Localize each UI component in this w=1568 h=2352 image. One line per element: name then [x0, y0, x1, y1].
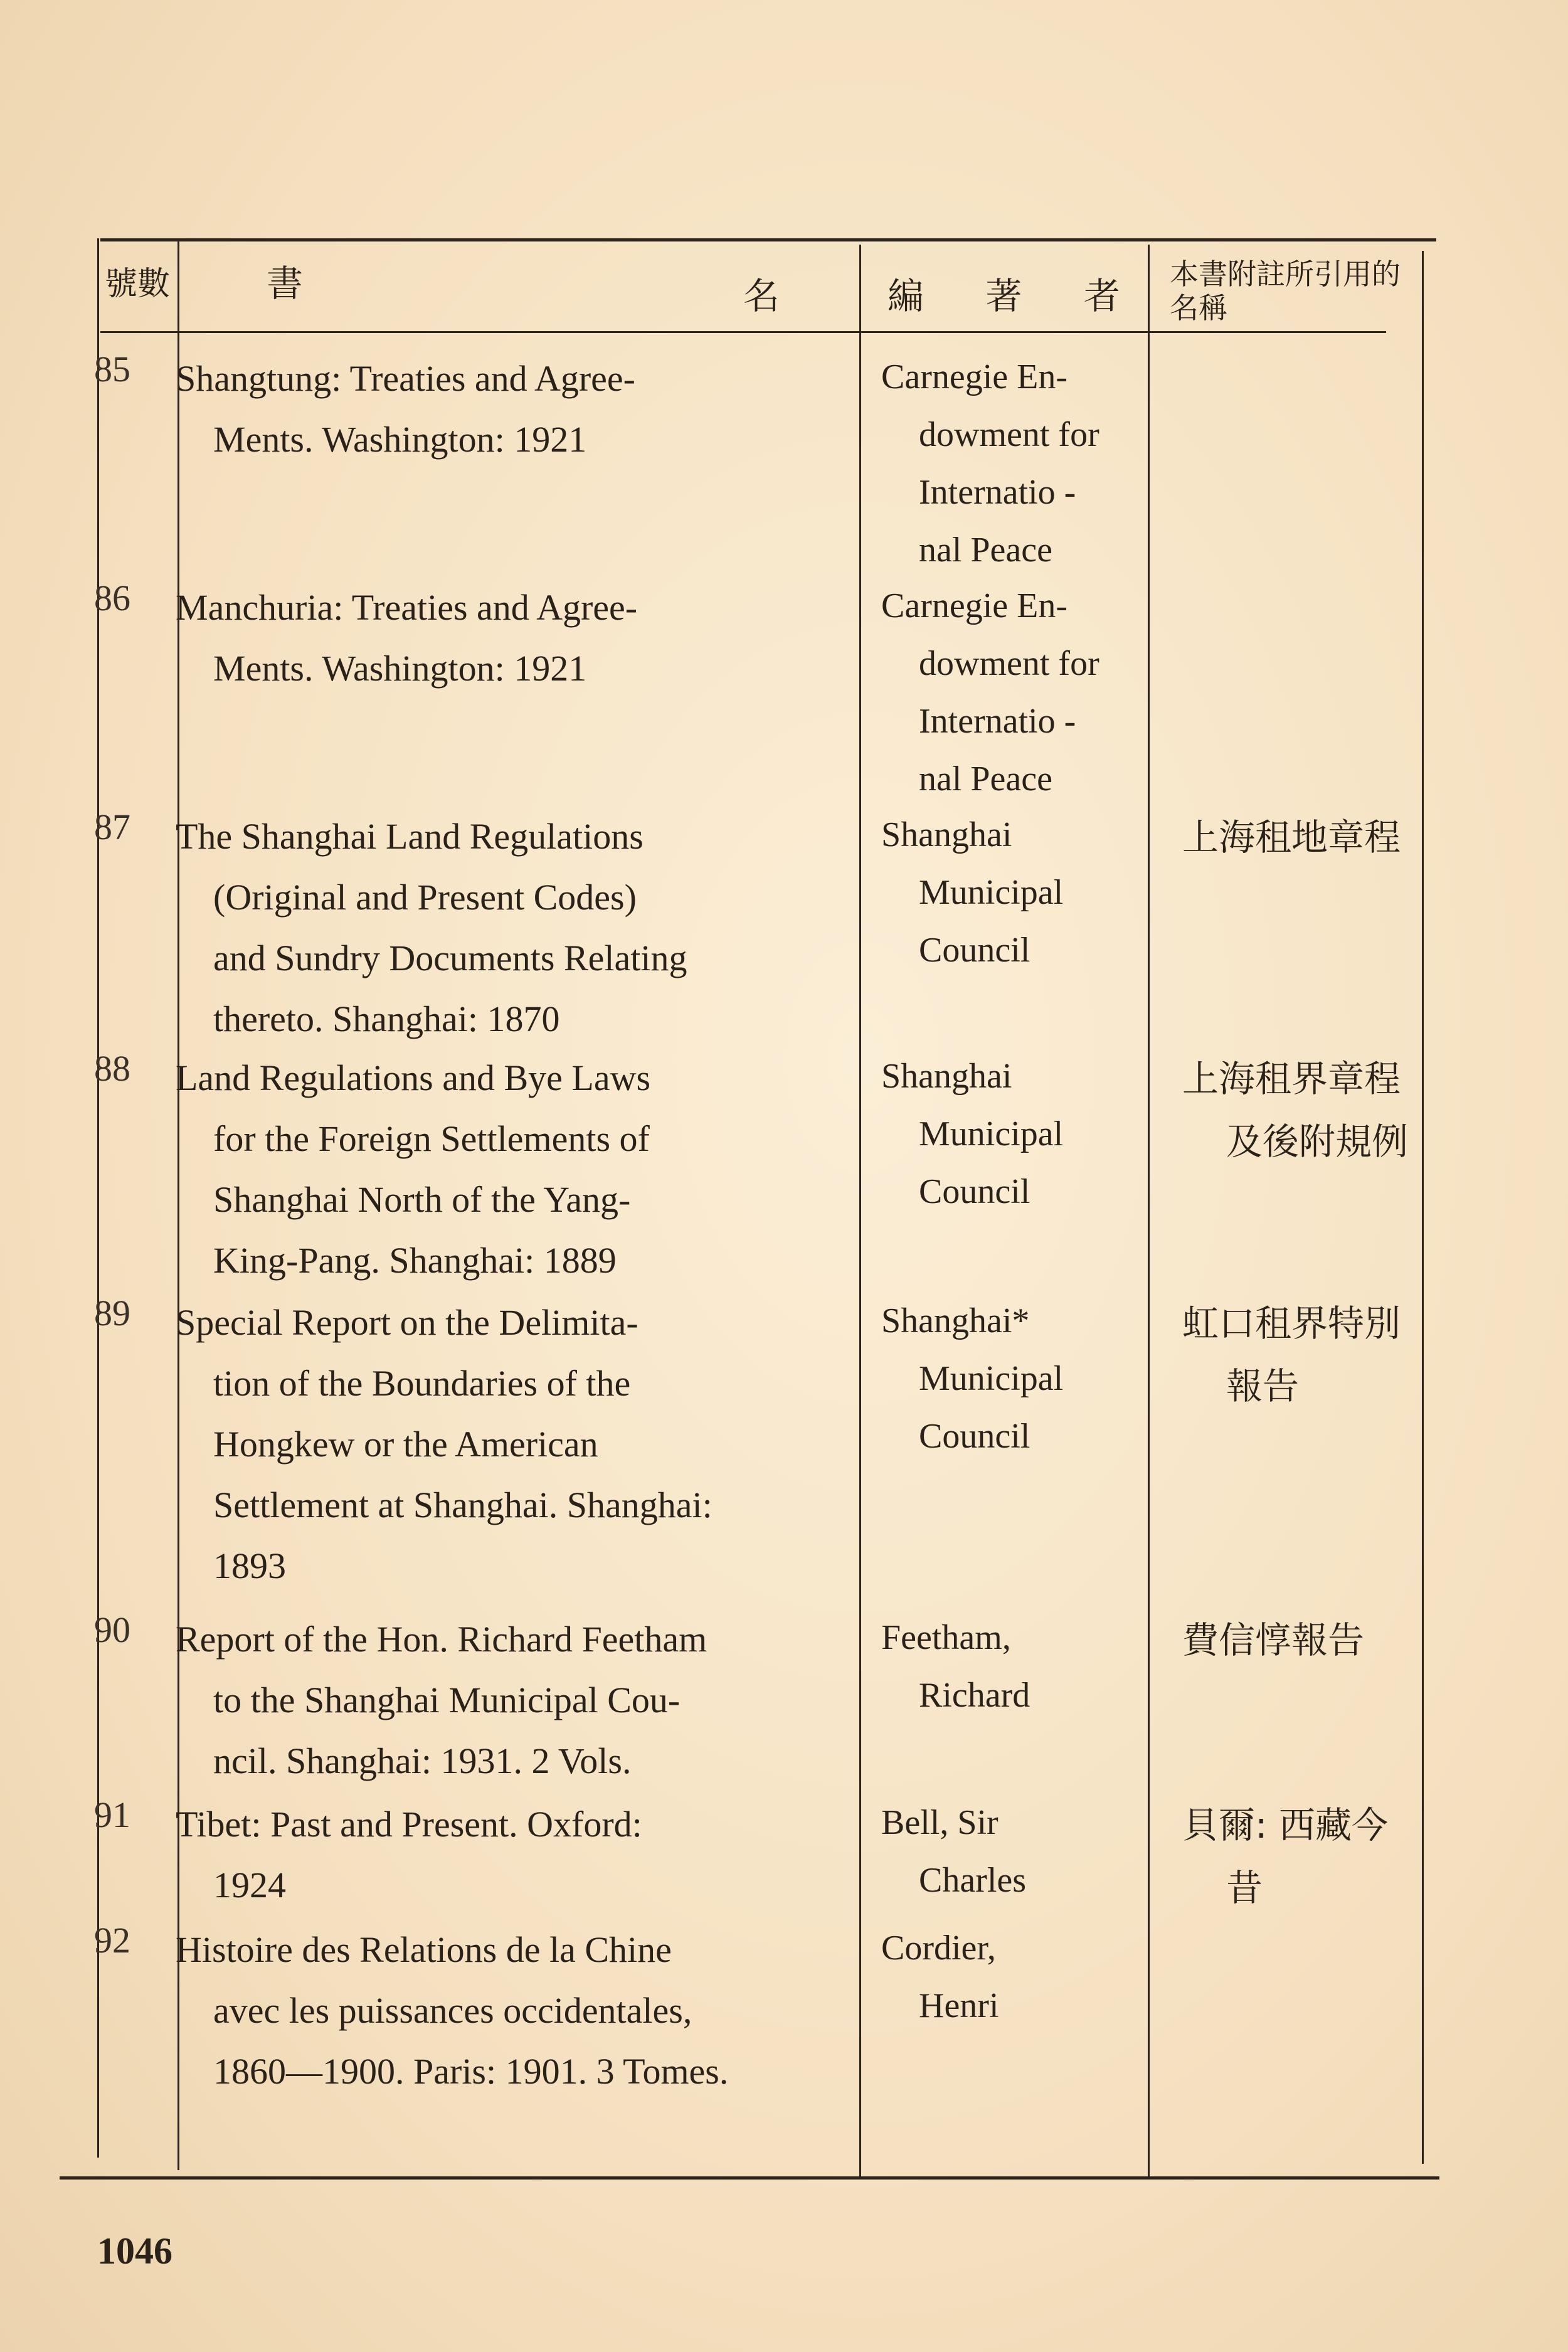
title-line: The Shanghai Land Regulations	[176, 816, 644, 857]
author-line: Municipal	[919, 873, 1064, 912]
author-line: nal Peace	[919, 760, 1052, 798]
author-line: Bell, Sir	[881, 1803, 999, 1842]
title-line: Histoire des Relations de la Chine	[176, 1929, 672, 1970]
book-title	[176, 806, 909, 1049]
book-author	[881, 1609, 1195, 1724]
author-line: dowment for	[919, 415, 1099, 454]
citation-line: 費信惇報告	[1182, 1619, 1365, 1661]
title-line: Settlement at Shanghai. Shanghai:	[213, 1485, 712, 1525]
citation-line: 上海租地章程	[1182, 816, 1401, 859]
book-author	[881, 1292, 1195, 1465]
entry-number: 89	[94, 1293, 130, 1333]
title-line: (Original and Present Codes)	[213, 877, 637, 918]
citation-name	[1182, 806, 1471, 869]
title-line: Tibet: Past and Present. Oxford:	[176, 1804, 642, 1845]
citation-line: 上海租界章程	[1182, 1057, 1401, 1100]
title-line: Shangtung: Treaties and Agree-	[176, 358, 635, 399]
title-line: Shanghai North of the Yang-	[213, 1179, 631, 1220]
title-line: Ments. Washington: 1921	[213, 648, 587, 689]
entry-number: 86	[94, 578, 130, 618]
entry-number: 92	[94, 1920, 130, 1961]
author-line: Carnegie En-	[881, 358, 1067, 396]
title-line: 1893	[213, 1545, 286, 1586]
book-title	[176, 1047, 909, 1291]
book-author	[881, 1047, 1195, 1221]
title-line: Special Report on the Delimita-	[176, 1302, 638, 1343]
header-author: 編 著 者	[887, 275, 1145, 317]
entry-number: 88	[94, 1048, 130, 1089]
author-line: Shanghai*	[881, 1301, 1030, 1340]
table-bottom-rule	[60, 2176, 1439, 2180]
book-title	[176, 1919, 909, 2102]
title-line: to the Shanghai Municipal Cou-	[213, 1680, 681, 1720]
book-title	[176, 348, 909, 470]
book-author	[881, 806, 1195, 979]
header-cite: 本書附註所引用的名稱	[1170, 257, 1401, 325]
author-line: Internatio -	[919, 702, 1076, 741]
entry-number: 85	[94, 349, 130, 389]
book-author	[881, 1794, 1195, 1909]
bibliography-table	[60, 238, 1439, 2180]
header-title-a: 書	[267, 262, 304, 305]
title-line: Report of the Hon. Richard Feetham	[176, 1619, 707, 1660]
author-line: Internatio -	[919, 473, 1076, 512]
title-line: 1860—1900. Paris: 1901. 3 Tomes.	[213, 2051, 729, 2092]
author-line: Council	[919, 931, 1030, 970]
header-title-b: 名	[743, 275, 780, 317]
citation-line: 貝爾: 西藏今	[1182, 1804, 1388, 1846]
citation-name	[1182, 1292, 1471, 1417]
title-line: thereto. Shanghai: 1870	[213, 999, 560, 1039]
citation-line: 報告	[1226, 1365, 1300, 1407]
author-line: Shanghai	[881, 1057, 1012, 1096]
author-line: Richard	[919, 1676, 1030, 1715]
title-line: King-Pang. Shanghai: 1889	[213, 1240, 617, 1281]
title-line: ncil. Shanghai: 1931. 2 Vols.	[213, 1740, 632, 1781]
title-line: Land Regulations and Bye Laws	[176, 1057, 651, 1098]
author-line: Cordier,	[881, 1929, 996, 1968]
title-line: tion of the Boundaries of the	[213, 1363, 631, 1404]
author-line: Municipal	[919, 1115, 1064, 1153]
title-line: Hongkew or the American	[213, 1424, 598, 1465]
citation-name	[1182, 1794, 1471, 1919]
title-line: Ments. Washington: 1921	[213, 419, 587, 460]
citation-line: 昔	[1226, 1867, 1263, 1909]
citation-line: 虹口租界特別	[1182, 1302, 1401, 1345]
author-line: Charles	[919, 1861, 1027, 1900]
author-line: Council	[919, 1172, 1030, 1211]
author-line: Municipal	[919, 1359, 1064, 1398]
entry-number: 87	[94, 807, 130, 847]
title-line: Manchuria: Treaties and Agree-	[176, 587, 638, 628]
book-title	[176, 1794, 909, 1915]
book-title	[176, 577, 909, 699]
book-title	[176, 1609, 909, 1791]
book-title	[176, 1292, 909, 1596]
header-bottom-rule	[100, 331, 1386, 333]
book-author	[881, 577, 1195, 808]
title-line: and Sundry Documents Relating	[213, 938, 687, 978]
book-author	[881, 1919, 1195, 2035]
citation-name	[1182, 1609, 1471, 1671]
author-line: Feetham,	[881, 1618, 1011, 1657]
entry-number: 90	[94, 1609, 130, 1650]
header-num: 號數	[105, 265, 171, 303]
author-line: Carnegie En-	[881, 586, 1067, 625]
author-line: Council	[919, 1417, 1030, 1456]
title-line: 1924	[213, 1865, 286, 1905]
page-number: 1046	[97, 2230, 172, 2272]
author-line: Shanghai	[881, 815, 1012, 854]
author-line: dowment for	[919, 644, 1099, 683]
title-line: avec les puissances occidentales,	[213, 1990, 692, 2031]
author-line: nal Peace	[919, 531, 1052, 569]
author-line: Henri	[919, 1986, 999, 2025]
table-top-rule	[100, 238, 1436, 241]
left-border	[97, 238, 99, 2158]
citation-line: 及後附規例	[1226, 1120, 1409, 1163]
book-author	[881, 348, 1195, 579]
entry-number: 91	[94, 1794, 130, 1835]
citation-name	[1182, 1047, 1471, 1173]
title-line: for the Foreign Settlements of	[213, 1118, 650, 1159]
